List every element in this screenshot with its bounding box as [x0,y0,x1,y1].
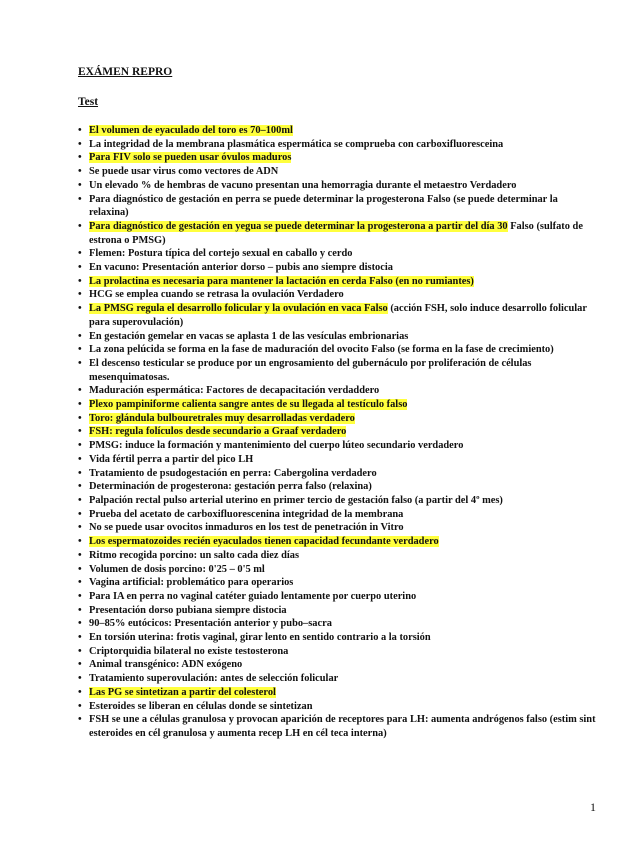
section-heading: Test [78,96,99,108]
highlighted-text: La PMSG regula el desarrollo folicular y la ovulación en vaca Falso [89,303,388,315]
list-item [78,138,598,152]
item-text: La integridad de la membrana plasmática espermática se comprueba con carboxifluoresceina [89,138,504,150]
item-text: Para IA en perra no vaginal catéter guiado lentamente por cuerpo uterino [89,590,417,602]
list-item [78,179,598,193]
list-item [78,302,598,329]
highlighted-text: Toro: glándula bulbouretrales muy desarrolladas verdadero [89,412,355,424]
list-item [78,631,598,645]
list-item [78,453,598,467]
list-item [78,151,598,165]
item-text: PMSG: induce la formación y mantenimiento del cuerpo lúteo secundario verdadero [89,440,464,452]
list-item [78,384,598,398]
item-text: Determinación de progesterona: gestación perra falso (relaxina) [89,481,372,493]
highlighted-text: Para diagnóstico de gestación en yegua se puede determinar la progesterona a partir del día 30 [89,220,508,232]
list-item [78,590,598,604]
list-item [78,535,598,549]
list-item [78,288,598,302]
item-text: Criptorquidia bilateral no existe testosterona [89,645,289,657]
item-text: Para diagnóstico de gestación en perra se puede determinar la progesterona Falso (se puede determinar la relaxina) [89,193,558,219]
item-text: En gestación gemelar en vacas se aplasta 1 de las vesículas embrionarias [89,330,409,342]
list-item [78,686,598,700]
item-text: Volumen de dosis porcino: 0'25 – 0'5 ml [89,563,265,575]
list-item [78,494,598,508]
item-text: La zona pelúcida se forma en la fase de maduración del ovocito Falso (se forma en la fase de crecimiento) [89,344,554,356]
item-text: El descenso testicular se produce por un engrosamiento del gubernáculo por proliferación de células mesenquimatosas. [89,357,532,383]
highlighted-text: Las PG se sintetizan a partir del colesterol [89,686,276,698]
list-item [78,672,598,686]
page-number: 1 [590,800,596,814]
list-item [78,617,598,631]
list-item [78,357,598,384]
highlighted-text: Plexo pampiniforme calienta sangre antes de su llegada al testículo falso [89,399,408,411]
item-text: En vacuno: Presentación anterior dorso – pubis ano siempre distocia [89,262,393,274]
item-text: (acción FSH, solo induce desarrollo folicular para superovulación) [89,303,587,328]
list-item [78,439,598,453]
highlighted-text: La prolactina es necesaria para mantener la lactación en cerda Falso (en no rumiantes) [89,275,474,287]
question-list [78,124,598,741]
highlighted-text: El volumen de eyaculado del toro es 70–100ml [89,125,293,136]
item-text: Tratamiento de psudogestación en perra: Cabergolina verdadero [89,467,377,479]
list-item [78,343,598,357]
item-text: Presentación dorso pubiana siempre distocia [89,604,287,616]
highlighted-text: Para FIV solo se pueden usar óvulos maduros [89,152,292,164]
list-item [78,261,598,275]
list-item [78,480,598,494]
item-text: Un elevado % de hembras de vacuno presentan una hemorragia durante el metaestro Verdadero [89,179,517,191]
item-text: Prueba del acetato de carboxifluorescenina integridad de la membrana [89,508,404,520]
item-text: 90–85% eutócicos: Presentación anterior y pubo–sacra [89,618,332,630]
item-text: HCG se emplea cuando se retrasa la ovulación Verdadero [89,289,344,301]
item-text: Tratamiento superovulación: antes de selección folicular [89,673,339,685]
list-item [78,700,598,714]
item-text: Animal transgénico: ADN exógeno [89,659,243,671]
item-text: En torsión uterina: frotis vaginal, girar lento en sentido contrario a la torsión [89,632,431,644]
item-text: Esteroides se liberan en células donde se sintetizan [89,700,313,712]
list-item [78,425,598,439]
list-item [78,398,598,412]
list-item [78,124,598,138]
item-text: FSH se une a células granulosa y provocan aparición de receptores para LH: aumenta andrógenos falso (estim sint esteroides en cél granulosa y aumenta recep LH en cél teca interna) [89,714,596,739]
item-text: Palpación rectal pulso arterial uterino en primer tercio de gestación falso (a partir del 4º mes) [89,494,503,506]
item-text: No se puede usar ovocitos inmaduros en los test de penetración in Vitro [89,522,404,534]
list-item [78,467,598,481]
item-text: Vagina artificial: problemático para operarios [89,577,294,589]
document-title: EXÁMEN REPRO [78,66,173,78]
list-item [78,521,598,535]
item-text: Maduración espermática: Factores de decapacitación verdaddero [89,385,380,397]
list-item [78,508,598,522]
list-item [78,330,598,344]
item-text: Falso (sulfato de estrona o PMSG) [89,220,583,246]
item-text: Se puede usar virus como vectores de ADN [89,166,279,178]
highlighted-text: FSH: regula folículos desde secundario a Graaf verdadero [89,426,347,438]
list-item [78,645,598,659]
list-item [78,412,598,426]
item-text: Flemen: Postura típica del cortejo sexual en caballo y cerdo [89,248,353,260]
list-item [78,193,598,220]
list-item [78,549,598,563]
highlighted-text: Los espermatozoides recién eyaculados tienen capacidad fecundante verdadero [89,536,439,548]
list-item [78,247,598,261]
list-item [78,165,598,179]
list-item [78,658,598,672]
list-item [78,275,598,289]
item-text: Ritmo recogida porcino: un salto cada diez días [89,549,300,561]
list-item [78,604,598,618]
item-text: Vida fértil perra a partir del pico LH [89,453,254,465]
list-item [78,220,598,247]
list-item [78,563,598,577]
list-item [78,576,598,590]
list-item [78,713,598,740]
